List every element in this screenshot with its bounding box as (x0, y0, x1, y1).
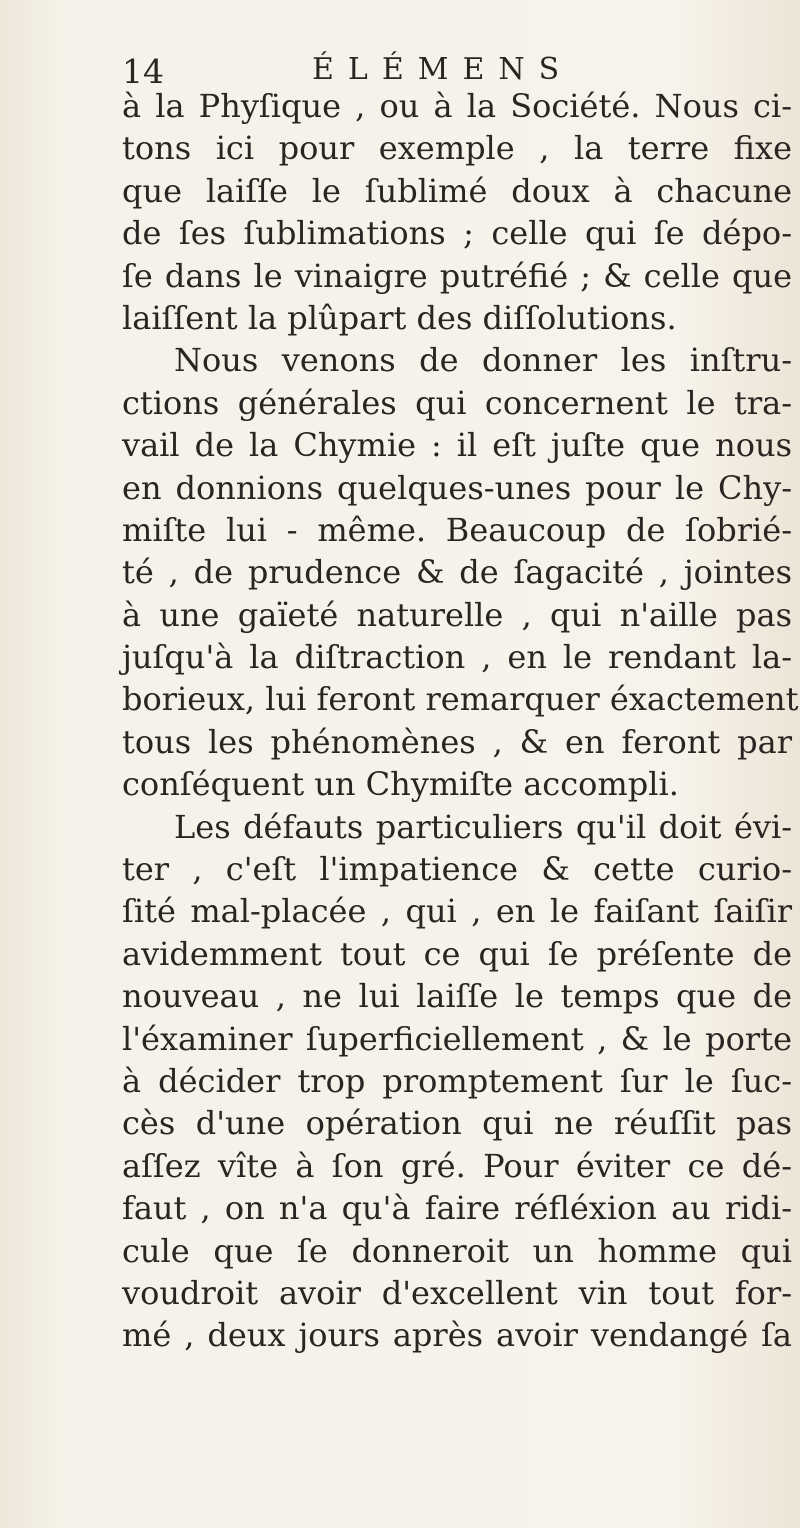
text-line: de ſes ſublimations ; celle qui ſe dépo- (122, 214, 792, 253)
text-line: à décider trop promptement ſur le ſuc- (122, 1061, 792, 1100)
paragraph-start-line: Les défauts particuliers qu'il doit évi- (174, 807, 792, 846)
text-line: cès d'une opération qui ne réuſſit pas (122, 1104, 792, 1143)
text-line: ſité mal-placée , qui , en le faiſant ſaiſir (122, 892, 792, 931)
text-line: juſqu'à la diſtraction , en le rendant la- (122, 638, 792, 677)
text-line: tous les phénomènes , & en feront par (122, 722, 792, 761)
text-line: ter , c'eſt l'impatience & cette curio- (122, 850, 792, 889)
page-number: 14 (122, 52, 164, 91)
text-line: té , de prudence & de ſagacité , jointes (122, 553, 792, 592)
text-line: l'éxaminer ſuperficiellement , & le porte (122, 1019, 792, 1058)
body-text (122, 85, 799, 1357)
text-line: vail de la Chymie : il eſt juſte que nous (122, 426, 792, 465)
text-line: cule que ſe donneroit un homme qui (122, 1231, 792, 1270)
text-line: avidemment tout ce qui ſe préſente de (122, 934, 792, 973)
text-line: mé , deux jours après avoir vendangé ſa (122, 1316, 792, 1355)
text-line: nouveau , ne lui laiſſe le temps que de (122, 977, 792, 1016)
text-line: en donnions quelques-unes pour le Chy- (122, 468, 792, 507)
text-line: laiſſent la plûpart des diſſolutions. (122, 298, 677, 337)
text-line: tons ici pour exemple , la terre fixe (122, 129, 792, 168)
text-line: à une gaïeté naturelle , qui n'aille pas (122, 595, 792, 634)
text-line: aſſez vîte à ſon gré. Pour éviter ce dé- (122, 1146, 792, 1185)
text-line: à la Phyſique , ou à la Société. Nous ci- (122, 87, 792, 125)
text-line: que laiſſe le ſublimé doux à chacune (122, 171, 792, 210)
paragraph-start-line: Nous venons de donner les inſtru- (174, 341, 792, 380)
text-line: borieux, lui feront remarquer éxactement (122, 680, 799, 719)
text-line: conſéquent un Chymiſte accompli. (122, 765, 679, 804)
text-line: ſe dans le vinaigre putréfié ; & celle que (122, 256, 792, 295)
text-line: faut , on n'a qu'à faire réfléxion au ridi- (122, 1189, 792, 1228)
running-title: ÉLÉMENS (312, 52, 574, 87)
text-line: ctions générales qui concernent le tra- (122, 383, 792, 422)
text-line: miſte lui - même. Beaucoup de ſobrié- (122, 510, 792, 549)
text-line: voudroit avoir d'excellent vin tout for- (122, 1273, 792, 1312)
